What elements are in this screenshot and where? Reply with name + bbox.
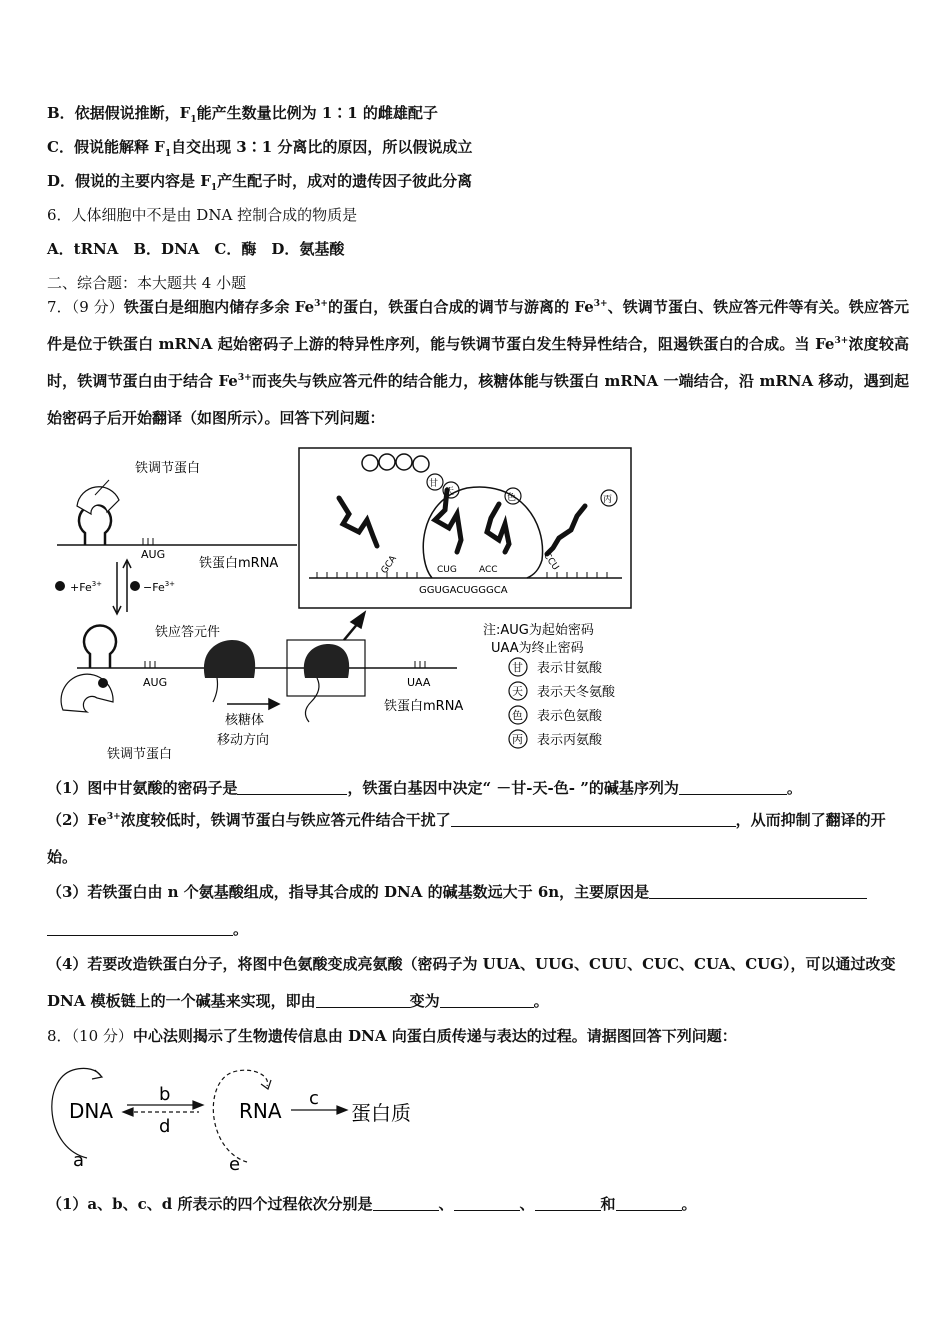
ribosome-bound (204, 640, 255, 678)
question-7-sub-3: （3）若铁蛋白由 n 个氨基酸组成，指导其合成的 DNA 的碱基数远大于 6n，主要原因是 。 (47, 874, 909, 948)
legend-sym-1: 天 (512, 685, 523, 698)
label-process-c: c (309, 1088, 319, 1109)
section-heading: 二、综合题：本大题共 4 小题 (47, 274, 247, 292)
label-process-e: e (229, 1154, 241, 1172)
question-8-stem: 8．（10 分）中心法则揭示了生物遗传信息由 DNA 向蛋白质传递与表达的过程。请据图回答下列问题： (47, 1027, 737, 1045)
question-8-sub-1: （1）a、b、c、d 所表示的四个过程依次分别是 、 、 和 。 (47, 1195, 697, 1213)
aa-tian-label: 天 (445, 487, 455, 497)
label-process-b: b (159, 1084, 171, 1105)
label-anticodon-acc: ACC (479, 565, 498, 575)
label-ribosome-direction-2: 移动方向 (217, 733, 270, 748)
answer-blank[interactable] (237, 779, 347, 795)
legend-text-2: 表示色氨酸 (537, 709, 603, 724)
label-rna: RNA (239, 1099, 282, 1123)
legend-text-0: 表示甘氨酸 (537, 661, 603, 676)
question-6-stem: 6．人体细胞中不是由 DNA 控制合成的物质是 (47, 206, 358, 224)
label-iron-reg-protein-top: 铁调节蛋白 (135, 461, 201, 476)
legend-text-3: 表示丙氨酸 (537, 733, 603, 748)
answer-blank[interactable] (616, 1195, 682, 1211)
answer-blank[interactable] (47, 920, 233, 936)
trna-acc (487, 504, 509, 552)
label-anticodon-ccu: CCU (541, 550, 561, 573)
iron-reg-protein-top-shape (77, 487, 119, 514)
label-anticodon-cug: CUG (437, 565, 457, 575)
label-aug-top: AUG (141, 548, 166, 561)
ferritin-translation-figure (47, 440, 642, 765)
label-process-d: d (159, 1116, 171, 1137)
label-dna: DNA (69, 1099, 114, 1123)
legend-sym-2: 色 (512, 709, 523, 722)
aa-bing-label: 丙 (603, 495, 613, 505)
ribosome-moving (304, 644, 349, 678)
label-protein: 蛋白质 (351, 1101, 411, 1125)
answer-blank[interactable] (440, 992, 534, 1008)
label-plus-fe: $+Fe^{3+}$ (70, 580, 103, 594)
label-aug-bottom: AUG (143, 676, 168, 689)
label-process-a: a (73, 1150, 85, 1171)
answer-blank[interactable] (316, 992, 410, 1008)
option-d: D．假说的主要内容是 $F_1$产生配子时，成对的遗传因子彼此分离 (47, 172, 473, 193)
label-ferritin-mrna-top: 铁蛋白mRNA (199, 556, 279, 571)
question-7-sub-1: （1）图中甘氨酸的密码子是 ，铁蛋白基因中决定“ －甘-天-色- ”的碱基序列为 。 (47, 779, 802, 797)
note-start-codon: 注:AUG为起始密码 (483, 623, 594, 638)
label-ribosome-direction-1: 核糖体 (225, 713, 265, 728)
aa-se-label: 色 (507, 493, 517, 503)
answer-blank[interactable] (451, 811, 736, 827)
note-stop-codon: UAA为终止密码 (491, 641, 584, 656)
label-template-sequence: GGUGACUGGGCA (419, 585, 508, 596)
legend-sym-0: 甘 (512, 661, 523, 674)
label-iron-reg-protein-bottom: 铁调节蛋白 (107, 747, 173, 762)
label-uaa: UAA (407, 676, 431, 689)
question-7-stem: 7．（9 分）铁蛋白是细胞内储存多余 $Fe^{3+}$的蛋白，铁蛋白合成的调节与游离的 $Fe^{3+}$、铁调节蛋白、铁应答元件等有关。铁应答元件是位于铁蛋白 mRNA 起始密码子上游的特异性序列，能与铁调节蛋白发生特异性结合，阻遏铁蛋白的合成。当 $Fe^{3+}$浓度较高时，铁调节蛋白由于结合 $Fe^{3+}$而丧失与铁应答元件的结合能力，核糖体能与铁蛋白 mRNA 一端结合，沿 mRNA 移动，遇到起始密码子后开始翻译（如图所示）。回答下列问题： (47, 298, 909, 427)
option-b: B．依据假说推断，$F_1$能产生数量比例为 1∶1 的雌雄配子 (47, 104, 438, 125)
label-minus-fe: $-Fe^{3+}$ (143, 580, 176, 594)
legend-text-1: 表示天冬氨酸 (537, 685, 616, 700)
trna-gca (339, 498, 377, 546)
trna-cug (435, 490, 461, 552)
option-c: C．假说能解释 $F_1$自交出现 3∶1 分离比的原因，所以假说成立 (47, 138, 473, 159)
answer-blank[interactable] (373, 1195, 439, 1211)
answer-blank[interactable] (649, 883, 867, 899)
label-ferritin-mrna-bottom: 铁蛋白mRNA (384, 699, 464, 714)
aa-gan-label: 甘 (429, 479, 439, 489)
central-dogma-diagram (47, 1062, 447, 1172)
legend-sym-3: 丙 (512, 733, 523, 746)
answer-blank[interactable] (679, 779, 787, 795)
answer-blank[interactable] (535, 1195, 601, 1211)
question-7-sub-2: $(2)Fe^{3+}$浓度较低时，铁调节蛋白与铁应答元件结合干扰了 ，从而抑制了翻译的开始。 (47, 811, 886, 866)
trna-ccu (547, 506, 585, 554)
label-iron-response-element: 铁应答元件 (155, 625, 221, 640)
question-7-sub-4: （4）若要改造铁蛋白分子，将图中色氨酸变成亮氨酸（密码子为 UUA、UUG、CUU、CUC、CUA、CUG），可以通过改变 DNA 模板链上的一个碱基来实现，即由 变为 。 (47, 955, 896, 1010)
label-anticodon-gca: GCA (379, 554, 399, 576)
answer-blank[interactable] (454, 1195, 520, 1211)
question-6-options: A．tRNA B．DNA C．酶 D．氨基酸 (47, 240, 345, 258)
